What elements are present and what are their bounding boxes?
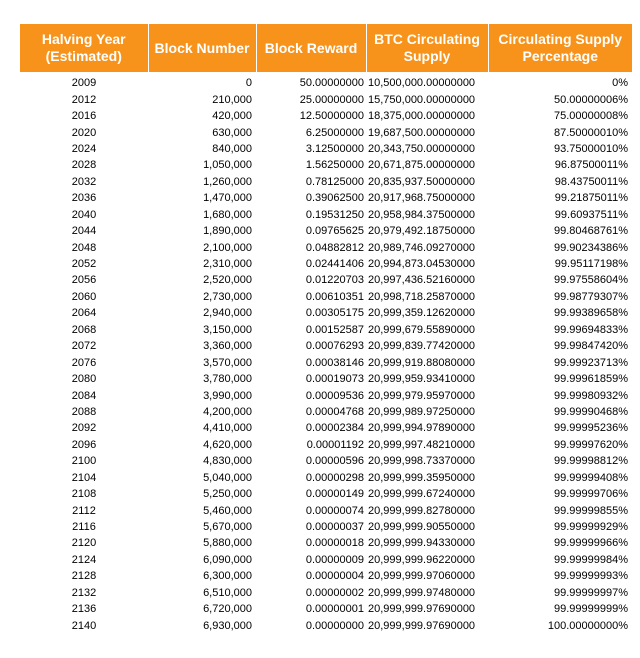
cell-circulating-supply: 20,835,937.50000000 [368,175,476,188]
cell-block-reward: 0.00000001 [305,603,364,616]
cell-circulating-supply: 20,999,999.97480000 [368,586,476,599]
cell-year: 2044 [71,225,97,238]
cell-block-reward: 50.00000000 [299,77,364,90]
cell-block-number: 6,930,000 [203,619,252,632]
table-row [20,223,632,239]
cell-block-reward: 25.00000000 [299,93,364,106]
table-row [20,371,632,387]
header-halving-year: Halving Year (Estimated) [20,24,148,72]
cell-supply-percentage: 99.60937511% [554,208,628,221]
cell-circulating-supply: 20,343,750.00000000 [368,142,476,155]
table-row [20,404,632,420]
cell-block-number: 0 [245,77,252,90]
cell-supply-percentage: 99.99990468% [553,405,628,418]
table-header [20,24,632,72]
cell-block-number: 1,680,000 [203,208,252,221]
cell-block-reward: 0.00004768 [305,405,364,418]
header-block-number: Block Number [148,24,256,72]
cell-block-number: 210,000 [212,93,252,106]
cell-block-reward: 0.00038146 [305,356,364,369]
table-row [20,108,632,124]
table-row [20,453,632,469]
cell-circulating-supply: 20,999,919.88080000 [368,356,476,369]
cell-block-reward: 0.04882812 [305,241,364,254]
cell-year: 2016 [71,110,97,123]
cell-circulating-supply: 20,671,875.00000000 [368,159,476,172]
table-row [20,568,632,584]
cell-supply-percentage: 100.00000000% [547,619,628,632]
cell-block-reward: 0.00000002 [305,586,364,599]
cell-supply-percentage: 98.43750011% [554,175,628,188]
cell-supply-percentage: 99.99694833% [553,323,628,336]
cell-supply-percentage: 99.99999966% [553,537,628,550]
cell-supply-percentage: 99.98779307% [553,290,628,303]
cell-supply-percentage: 99.99998812% [553,455,628,468]
cell-circulating-supply: 20,917,968.75000000 [368,192,476,205]
cell-supply-percentage: 99.99980932% [553,389,628,402]
cell-block-reward: 0.39062500 [305,192,364,205]
cell-circulating-supply: 20,979,492.18750000 [368,225,476,238]
cell-block-number: 4,830,000 [203,455,252,468]
cell-circulating-supply: 10,500,000.00000000 [368,77,476,90]
cell-year: 2100 [71,455,97,468]
cell-block-reward: 0.00000037 [305,521,364,534]
cell-block-number: 4,410,000 [203,422,252,435]
cell-year: 2056 [71,274,97,287]
table-row [20,305,632,321]
cell-block-number: 6,300,000 [203,570,252,583]
table-row [20,256,632,272]
table-row [20,141,632,157]
table-row [20,91,632,107]
cell-supply-percentage: 99.99847420% [553,340,628,353]
cell-block-number: 5,880,000 [203,537,252,550]
table-row [20,420,632,436]
cell-circulating-supply: 20,999,959.93410000 [368,373,476,386]
cell-circulating-supply: 18,375,000.00000000 [368,110,476,123]
cell-supply-percentage: 99.99999997% [553,586,628,599]
cell-block-number: 5,040,000 [203,471,252,484]
cell-year: 2009 [71,77,97,90]
cell-block-reward: 0.00000004 [305,570,364,583]
cell-supply-percentage: 99.95117198% [554,258,628,271]
cell-year: 2028 [71,159,97,172]
header-block-reward: Block Reward [256,24,366,72]
cell-block-number: 6,090,000 [203,553,252,566]
cell-block-reward: 0.00000000 [305,619,364,632]
table-row [20,552,632,568]
cell-circulating-supply: 20,994,873.04530000 [368,258,476,271]
table-row [20,470,632,486]
cell-circulating-supply: 20,999,999.97690000 [368,603,476,616]
cell-supply-percentage: 99.99995236% [553,422,628,435]
table-row [20,617,632,633]
cell-block-reward: 0.00009536 [305,389,364,402]
halving-table [20,24,632,634]
table-row [20,174,632,190]
cell-supply-percentage: 50.00000006% [553,93,628,106]
cell-block-number: 3,360,000 [203,340,252,353]
cell-circulating-supply: 20,998,718.25870000 [368,290,476,303]
cell-year: 2108 [71,488,97,501]
cell-block-reward: 0.00000074 [305,504,364,517]
cell-circulating-supply: 20,999,999.82780000 [368,504,476,517]
table-row [20,437,632,453]
table-row [20,190,632,206]
cell-year: 2084 [71,389,97,402]
cell-year: 2036 [71,192,97,205]
cell-circulating-supply: 20,999,999.96220000 [368,553,476,566]
cell-year: 2092 [71,422,97,435]
table-row [20,585,632,601]
cell-supply-percentage: 99.99389658% [553,307,628,320]
cell-circulating-supply: 20,999,999.90550000 [368,521,476,534]
cell-block-reward: 0.00610351 [305,290,364,303]
cell-year: 2040 [71,208,97,221]
cell-circulating-supply: 20,999,679.55890000 [368,323,476,336]
cell-block-number: 1,260,000 [203,175,252,188]
cell-block-reward: 0.00152587 [305,323,364,336]
cell-supply-percentage: 99.21875011% [554,192,628,205]
cell-circulating-supply: 20,999,839.77420000 [368,340,476,353]
cell-supply-percentage: 99.97558604% [553,274,628,287]
cell-year: 2012 [71,93,97,106]
cell-year: 2076 [71,356,97,369]
cell-block-reward: 0.01220703 [305,274,364,287]
table-row [20,207,632,223]
cell-supply-percentage: 99.99999984% [553,553,628,566]
cell-supply-percentage: 99.80468761% [553,225,628,238]
cell-year: 2132 [71,586,97,599]
cell-block-reward: 1.56250000 [305,159,364,172]
cell-block-reward: 3.12500000 [305,142,364,155]
cell-year: 2048 [71,241,97,254]
table-row [20,72,632,91]
cell-circulating-supply: 15,750,000.00000000 [368,93,476,106]
cell-circulating-supply: 20,999,989.97250000 [368,405,476,418]
cell-block-number: 4,620,000 [203,438,252,451]
cell-circulating-supply: 19,687,500.00000000 [368,126,476,139]
table-row [20,601,632,617]
cell-block-reward: 6.25000000 [305,126,364,139]
cell-block-number: 5,250,000 [203,488,252,501]
cell-supply-percentage: 99.99997620% [553,438,628,451]
cell-block-reward: 0.00000596 [305,455,364,468]
table-row [20,322,632,338]
cell-supply-percentage: 99.99999706% [553,488,628,501]
cell-block-reward: 0.00000298 [305,471,364,484]
cell-supply-percentage: 87.50000010% [553,126,628,139]
cell-block-reward: 0.00305175 [305,307,364,320]
cell-block-number: 840,000 [212,142,252,155]
cell-block-number: 630,000 [212,126,252,139]
cell-circulating-supply: 20,999,997.48210000 [368,438,476,451]
table-row [20,289,632,305]
cell-block-reward: 0.00000018 [305,537,364,550]
cell-block-number: 2,310,000 [203,258,252,271]
cell-supply-percentage: 99.99961859% [553,373,628,386]
cell-supply-percentage: 96.87500011% [554,159,628,172]
cell-year: 2104 [71,471,97,484]
cell-circulating-supply: 20,999,999.94330000 [368,537,476,550]
table-row [20,535,632,551]
header-btc-circulating-supply: BTC Circulating Supply [366,24,488,72]
cell-block-number: 420,000 [212,110,252,123]
cell-supply-percentage: 99.99999855% [553,504,628,517]
table-row [20,387,632,403]
cell-block-number: 1,470,000 [203,192,252,205]
cell-block-reward: 0.02441406 [305,258,364,271]
cell-block-number: 1,890,000 [203,225,252,238]
cell-year: 2068 [71,323,97,336]
cell-block-number: 6,510,000 [203,586,252,599]
cell-block-reward: 0.00002384 [305,422,364,435]
cell-year: 2064 [71,307,97,320]
cell-supply-percentage: 99.99999408% [553,471,628,484]
cell-supply-percentage: 75.00000008% [553,110,628,123]
table-row [20,239,632,255]
cell-block-number: 3,780,000 [203,373,252,386]
cell-block-reward: 0.09765625 [305,225,364,238]
cell-year: 2116 [72,521,96,534]
table-row [20,502,632,518]
cell-block-reward: 0.00019073 [305,373,364,386]
header-circulating-supply-percentage: Circulating Supply Percentage [488,24,632,72]
cell-supply-percentage: 93.75000010% [553,142,628,155]
cell-block-reward: 0.00076293 [305,340,364,353]
cell-year: 2112 [72,504,96,517]
cell-block-number: 5,460,000 [203,504,252,517]
halving-table-container [0,24,632,634]
cell-block-reward: 0.00000009 [305,553,364,566]
cell-block-reward: 0.78125000 [305,175,364,188]
table-row [20,354,632,370]
cell-year: 2060 [71,290,97,303]
cell-year: 2120 [71,537,97,550]
cell-year: 2052 [71,258,97,271]
cell-supply-percentage: 99.90234386% [553,241,628,254]
cell-block-number: 2,940,000 [203,307,252,320]
cell-year: 2128 [71,570,97,583]
table-row [20,124,632,140]
cell-supply-percentage: 99.99999999% [553,603,628,616]
cell-block-number: 4,200,000 [203,405,252,418]
cell-year: 2096 [71,438,97,451]
cell-circulating-supply: 20,997,436.52160000 [368,274,476,287]
table-body [20,72,632,634]
cell-year: 2080 [71,373,97,386]
cell-block-reward: 0.19531250 [305,208,364,221]
cell-supply-percentage: 99.99999993% [553,570,628,583]
cell-block-number: 3,990,000 [203,389,252,402]
cell-circulating-supply: 20,999,359.12620000 [368,307,476,320]
cell-year: 2140 [71,619,97,632]
cell-block-number: 2,520,000 [203,274,252,287]
cell-circulating-supply: 20,999,994.97890000 [368,422,476,435]
cell-circulating-supply: 20,999,999.35950000 [368,471,476,484]
cell-circulating-supply: 20,999,999.97690000 [368,619,476,632]
cell-block-number: 3,570,000 [203,356,252,369]
table-row [20,519,632,535]
table-row [20,272,632,288]
cell-block-number: 6,720,000 [203,603,252,616]
cell-year: 2072 [71,340,97,353]
cell-circulating-supply: 20,989,746.09270000 [368,241,476,254]
cell-year: 2088 [71,405,97,418]
cell-year: 2136 [71,603,97,616]
cell-circulating-supply: 20,999,999.97060000 [368,570,476,583]
table-row [20,486,632,502]
header-row [20,24,632,72]
cell-block-number: 2,100,000 [203,241,252,254]
cell-circulating-supply: 20,999,999.67240000 [368,488,476,501]
cell-supply-percentage: 99.99999929% [553,521,628,534]
cell-circulating-supply: 20,999,979.95970000 [368,389,476,402]
cell-block-number: 3,150,000 [203,323,252,336]
cell-year: 2020 [71,126,97,139]
cell-circulating-supply: 20,958,984.37500000 [368,208,476,221]
cell-block-reward: 0.00000149 [305,488,364,501]
cell-block-number: 2,730,000 [203,290,252,303]
cell-year: 2032 [71,175,97,188]
cell-supply-percentage: 99.99923713% [553,356,628,369]
cell-supply-percentage: 0% [612,77,628,90]
cell-circulating-supply: 20,999,998.73370000 [368,455,476,468]
cell-block-number: 1,050,000 [203,159,252,172]
table-row [20,157,632,173]
cell-block-reward: 12.50000000 [299,110,364,123]
cell-year: 2024 [71,142,97,155]
cell-block-number: 5,670,000 [203,521,252,534]
cell-block-reward: 0.00001192 [306,438,364,451]
table-row [20,338,632,354]
cell-year: 2124 [71,553,97,566]
